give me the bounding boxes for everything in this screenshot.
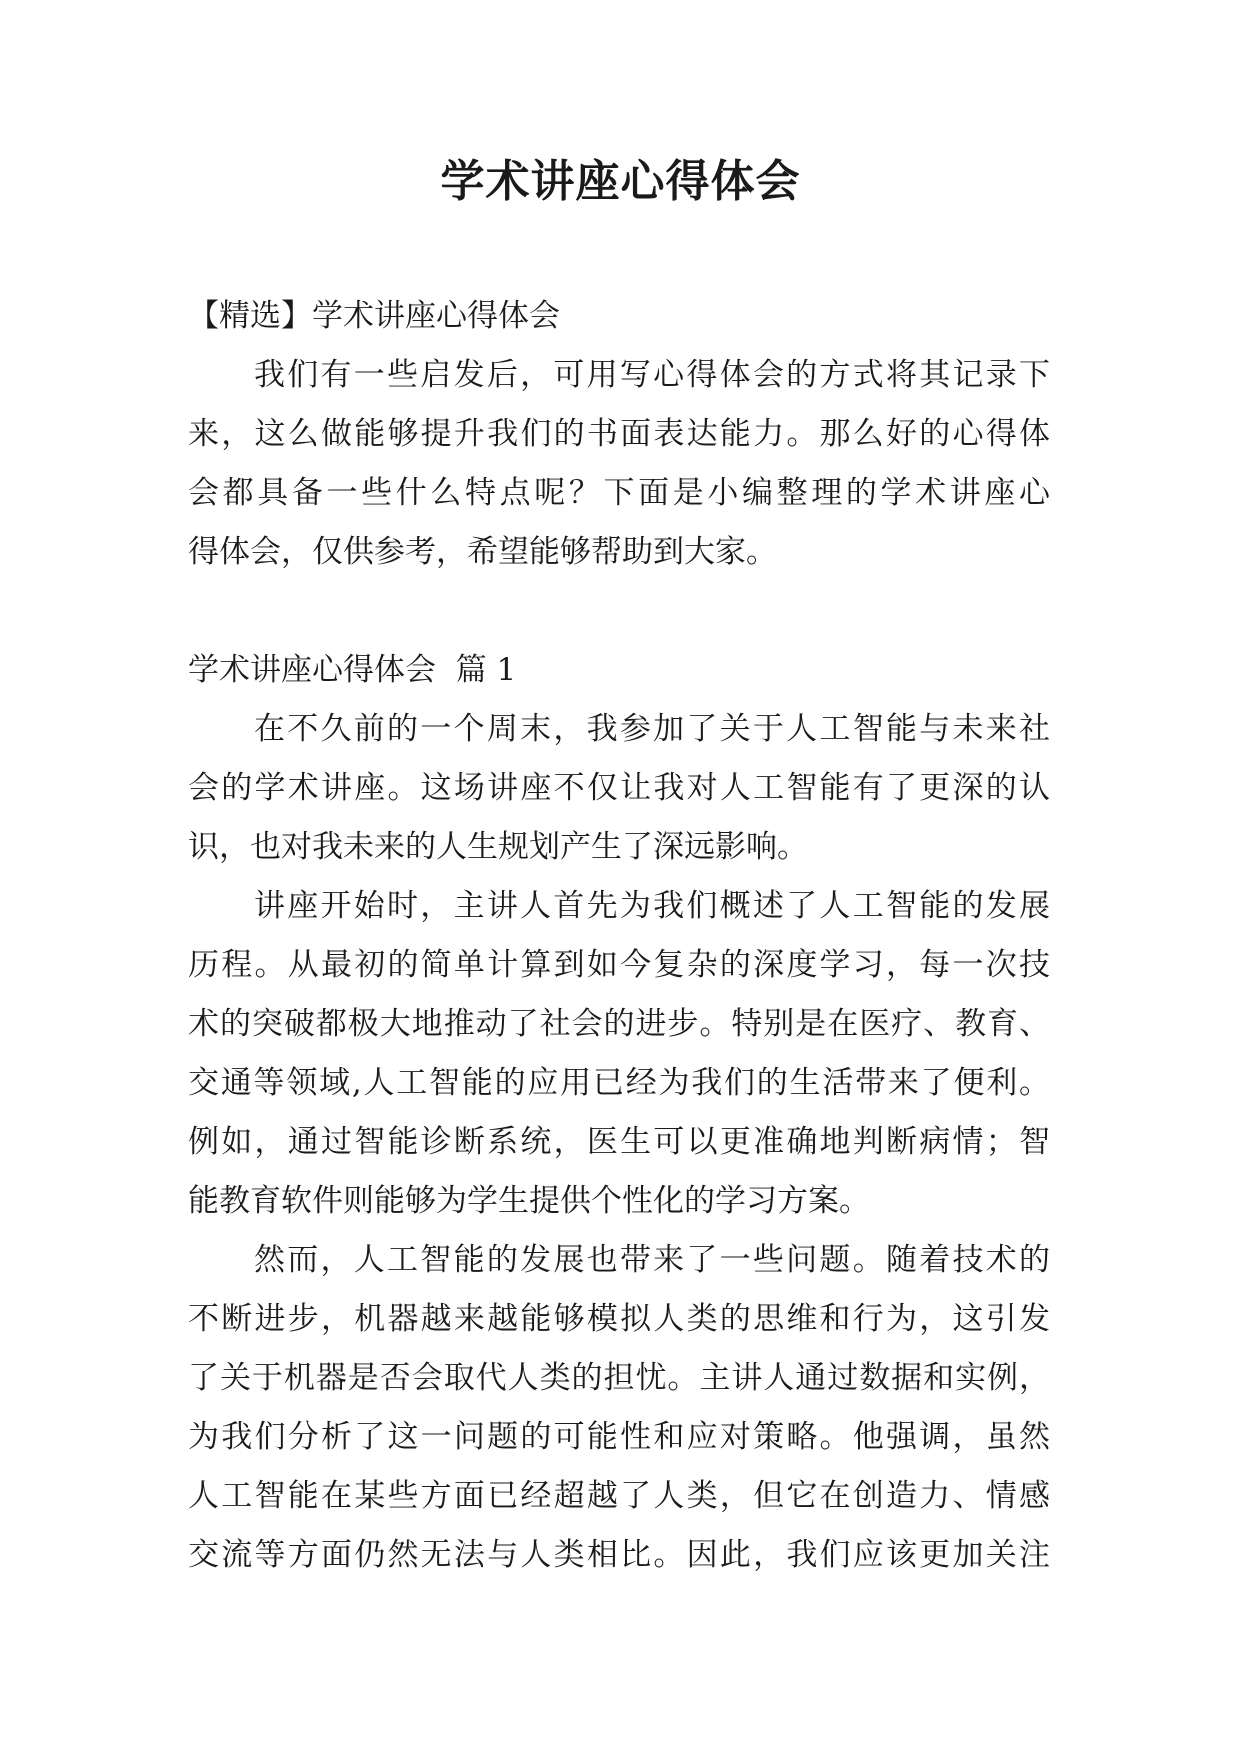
blank-line <box>188 582 1050 641</box>
paragraph-line: 为我们分析了这一问题的可能性和应对策略。他强调，虽然 <box>188 1419 1050 1455</box>
paragraph-line: 术的突破都极大地推动了社会的进步。特别是在医疗、教育、 <box>188 1006 1050 1042</box>
paragraph-line: 了关于机器是否会取代人类的担忧。主讲人通过数据和实例， <box>188 1360 1050 1396</box>
document-title: 学术讲座心得体会 <box>440 156 801 207</box>
paragraph-line: 得体会，仅供参考，希望能够帮助到大家。 <box>188 534 777 570</box>
paragraph-line: 然而，人工智能的发展也带来了一些问题。随着技术的 <box>254 1242 1050 1278</box>
paragraph-line: 历程。从最初的简单计算到如今复杂的深度学习，每一次技 <box>188 947 1050 983</box>
paragraph-line: 交流等方面仍然无法与人类相比。因此，我们应该更加关注 <box>188 1537 1050 1573</box>
paragraph-line: 人工智能在某些方面已经超越了人类，但它在创造力、情感 <box>188 1478 1050 1514</box>
paragraph-line: 识，也对我未来的人生规划产生了深远影响。 <box>188 829 808 865</box>
paragraph-line: 来，这么做能够提升我们的书面表达能力。那么好的心得体 <box>188 416 1050 452</box>
body-paragraph-1 <box>188 700 1050 877</box>
paragraph-line: 不断进步，机器越来越能够模拟人类的思维和行为，这引发 <box>188 1301 1050 1337</box>
document-body <box>188 287 1050 1585</box>
paragraph-line: 会的学术讲座。这场讲座不仅让我对人工智能有了更深的认 <box>188 770 1050 806</box>
paragraph-line: 例如，通过智能诊断系统，医生可以更准确地判断病情；智 <box>188 1124 1050 1160</box>
section-heading: 学术讲座心得体会 篇 1 <box>188 652 517 688</box>
paragraph-line: 交通等领域,人工智能的应用已经为我们的生活带来了便利。 <box>188 1065 1050 1101</box>
paragraph-line: 能教育软件则能够为学生提供个性化的学习方案。 <box>188 1183 870 1219</box>
body-paragraph-2 <box>188 877 1050 1231</box>
document-subtitle: 【精选】学术讲座心得体会 <box>188 298 560 334</box>
body-paragraph-3 <box>188 1231 1050 1585</box>
intro-paragraph <box>188 346 1050 582</box>
paragraph-line: 我们有一些启发后，可用写心得体会的方式将其记录下 <box>254 357 1050 393</box>
paragraph-line: 讲座开始时，主讲人首先为我们概述了人工智能的发展 <box>254 888 1050 924</box>
paragraph-line: 在不久前的一个周末，我参加了关于人工智能与未来社 <box>254 711 1050 747</box>
paragraph-line: 会都具备一些什么特点呢？下面是小编整理的学术讲座心 <box>188 475 1050 511</box>
